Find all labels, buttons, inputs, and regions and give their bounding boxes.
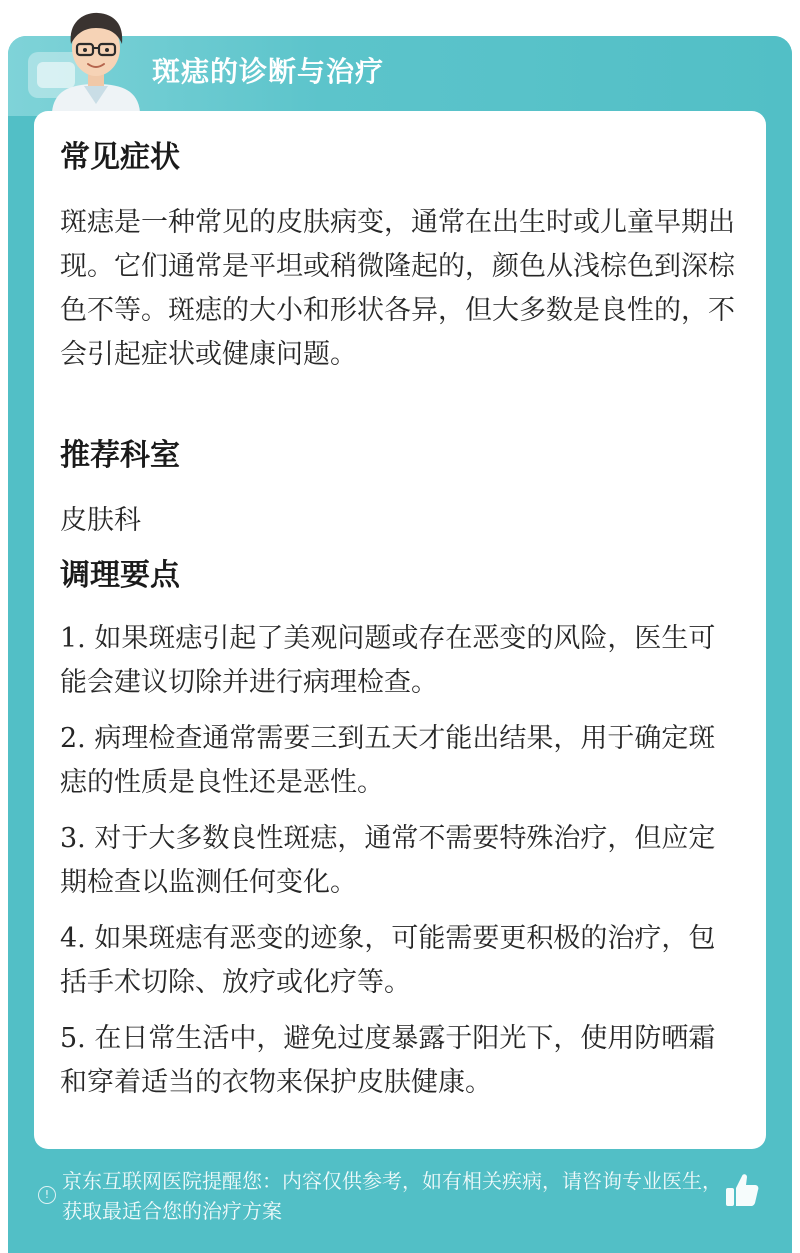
doctor-avatar-icon (44, 4, 148, 112)
list-item-number: 5. (60, 1023, 86, 1054)
symptoms-text: 斑痣是一种常见的皮肤病变，通常在出生时或儿童早期出现。它们通常是平坦或稍微隆起的，颜色从浅棕色到深棕色不等。斑痣的大小和形状各异，但大多数是良性的，不会引起症状或健康问题。 (60, 207, 735, 370)
list-item-number: 3. (60, 823, 86, 854)
list-item-number: 2. (60, 723, 86, 754)
care-section (60, 555, 742, 1117)
list-item-text: 病理检查通常需要三到五天才能出结果，用于确定斑痣的性质是良性还是恶性。 (60, 723, 716, 798)
list-item-text: 对于大多数良性斑痣，通常不需要特殊治疗，但应定期检查以监测任何变化。 (60, 823, 716, 898)
care-heading: 调理要点 (60, 558, 180, 593)
department-section (60, 435, 742, 543)
list-item-text: 如果斑痣有恶变的迹象，可能需要更积极的治疗，包括手术切除、放疗或化疗等。 (60, 923, 716, 998)
symptoms-heading: 常见症状 (60, 140, 180, 175)
department-text: 皮肤科 (60, 505, 141, 536)
list-item (60, 917, 742, 1005)
list-item (60, 1017, 742, 1105)
content-card (34, 111, 766, 1149)
footer-disclaimer: 京东互联网医院提醒您：内容仅供参考，如有相关疾病，请咨询专业医生，获取最适合您的治疗方案 (62, 1169, 722, 1223)
page-title: 斑痣的诊断与治疗 (152, 55, 385, 88)
list-item-text: 在日常生活中，避免过度暴露于阳光下，使用防晒霜和穿着适当的衣物来保护皮肤健康。 (60, 1023, 716, 1098)
list-item (60, 717, 742, 805)
department-heading: 推荐科室 (60, 438, 180, 473)
list-item-text: 如果斑痣引起了美观问题或存在恶变的风险，医生可能会建议切除并进行病理检查。 (60, 623, 716, 698)
thumbs-up-icon[interactable] (724, 1170, 760, 1210)
list-item (60, 817, 742, 905)
list-item-number: 1. (60, 623, 86, 654)
info-icon: ! (38, 1186, 56, 1204)
care-list (60, 617, 742, 1105)
symptoms-section (60, 137, 742, 377)
list-item (60, 617, 742, 705)
list-item-number: 4. (60, 923, 86, 954)
